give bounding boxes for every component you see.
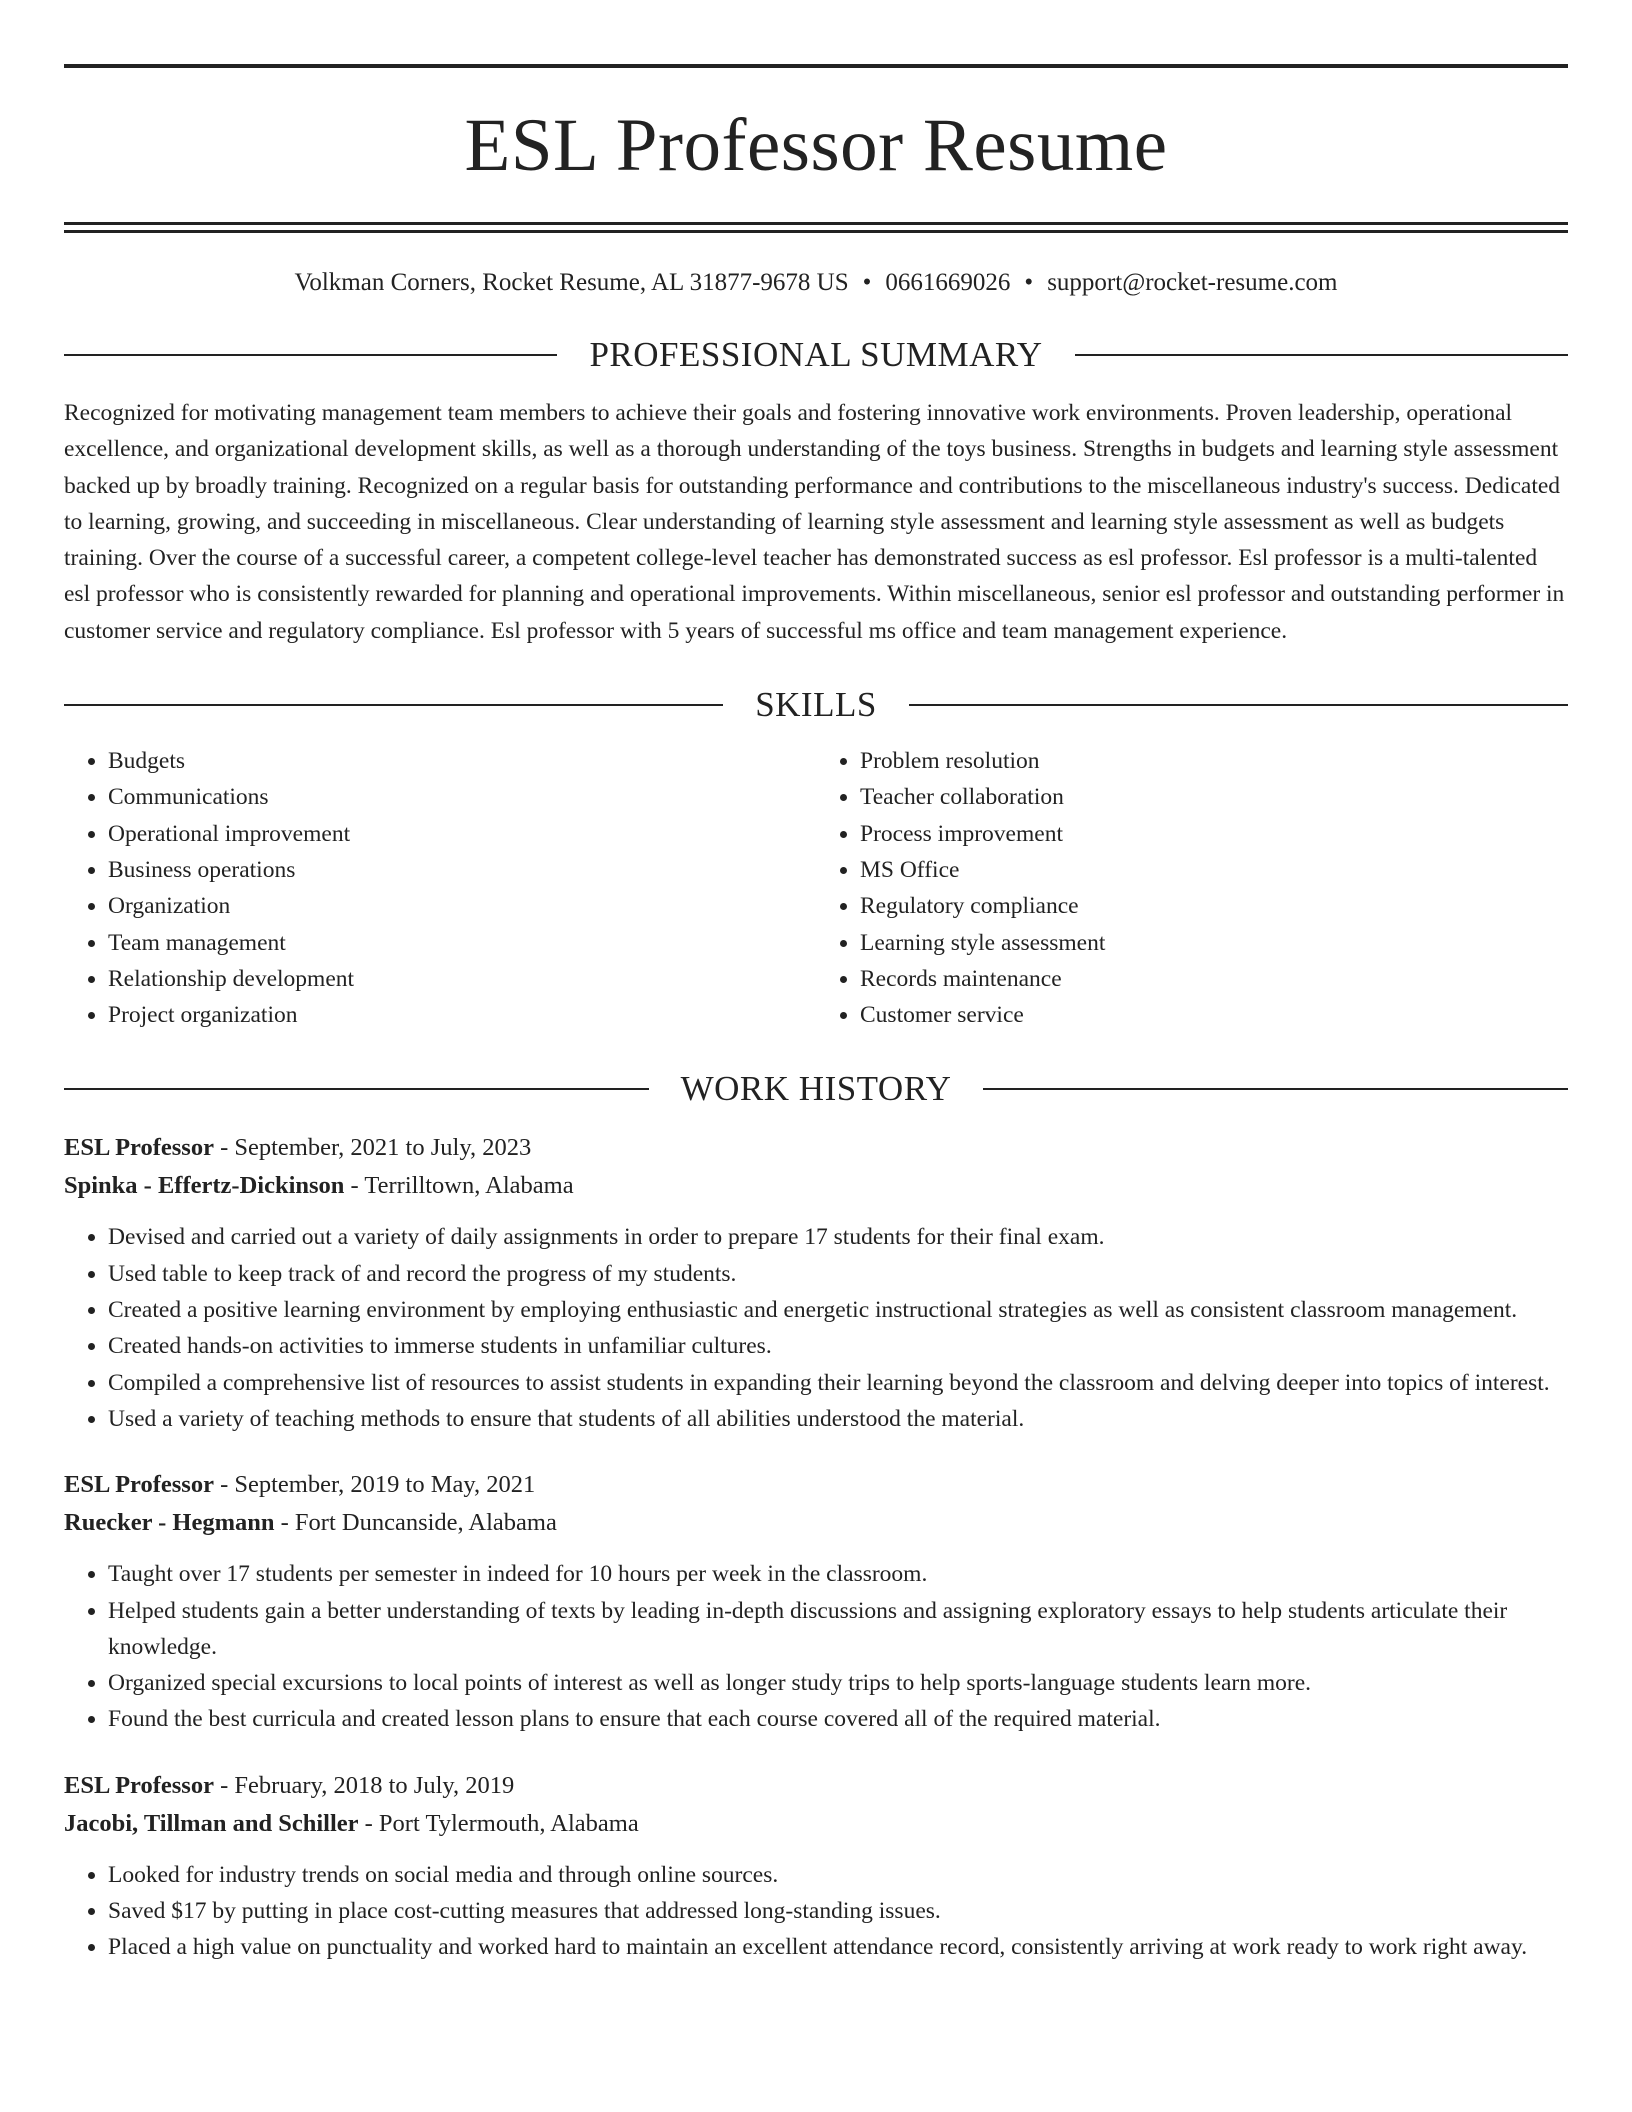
job-company-line xyxy=(64,1167,1568,1205)
section-divider xyxy=(64,704,723,706)
summary-heading: PROFESSIONAL SUMMARY xyxy=(589,335,1043,374)
skill-item: • Communications xyxy=(108,779,816,815)
duty-item: • Helped students gain a better understanding of texts by leading in-depth discussions and assigning exploratory essays to help students articulate their knowledge. xyxy=(108,1593,1568,1666)
skills-column-left xyxy=(64,743,816,1033)
job-title: ESL Professor xyxy=(64,1771,214,1799)
job-title: ESL Professor xyxy=(64,1134,214,1162)
job-location: - Fort Duncanside, Alabama xyxy=(274,1509,557,1537)
duty-item: • Created hands-on activities to immerse students in unfamiliar cultures. xyxy=(108,1328,1568,1364)
top-rule xyxy=(64,64,1568,68)
resume-page xyxy=(64,64,1568,1966)
skill-item: • Process improvement xyxy=(860,816,1568,852)
job-location: - Terrilltown, Alabama xyxy=(344,1172,574,1200)
job-dates: - February, 2018 to July, 2019 xyxy=(213,1771,515,1799)
section-divider xyxy=(64,354,557,356)
title-double-rule xyxy=(64,222,1568,233)
job-company-line xyxy=(64,1805,1568,1843)
section-divider xyxy=(1075,354,1568,356)
section-divider xyxy=(909,704,1568,706)
skill-item: • Customer service xyxy=(860,997,1568,1033)
section-divider xyxy=(64,1088,649,1090)
skill-item: • Teacher collaboration xyxy=(860,779,1568,815)
skill-item: • Project organization xyxy=(108,997,816,1033)
duty-item: • Devised and carried out a variety of daily assignments in order to prepare 17 students for their final exam. xyxy=(108,1219,1568,1255)
job-title-line xyxy=(64,1767,1568,1805)
duty-item: • Placed a high value on punctuality and worked hard to maintain an excellent attendance record, consistently arriving at work ready to work right away. xyxy=(108,1929,1568,1965)
job-title: ESL Professor xyxy=(64,1471,214,1499)
skills-section-header xyxy=(64,683,1568,727)
duty-item: • Created a positive learning environment by employing enthusiastic and energetic instructional strategies as well as consistent classroom management. xyxy=(108,1292,1568,1328)
work-section-header xyxy=(64,1067,1568,1111)
skills-list xyxy=(64,743,1568,1033)
skill-item: • Relationship development xyxy=(108,961,816,997)
skill-item: • Problem resolution xyxy=(860,743,1568,779)
summary-section-header xyxy=(64,333,1568,377)
skill-item: • Team management xyxy=(108,925,816,961)
job-dates: - September, 2019 to May, 2021 xyxy=(213,1471,536,1499)
skill-item: • Records maintenance xyxy=(860,961,1568,997)
duty-item: • Looked for industry trends on social media and through online sources. xyxy=(108,1857,1568,1893)
job-title-line xyxy=(64,1466,1568,1504)
skill-item: • MS Office xyxy=(860,852,1568,888)
skills-column-right xyxy=(816,743,1568,1033)
duty-item: • Saved $17 by putting in place cost-cutting measures that addressed long-standing issues. xyxy=(108,1893,1568,1929)
skill-item: • Business operations xyxy=(108,852,816,888)
job-company: Ruecker - Hegmann xyxy=(64,1509,275,1537)
skill-item: • Learning style assessment xyxy=(860,925,1568,961)
page-title: ESL Professor Resume xyxy=(464,104,1168,187)
duty-item: • Compiled a comprehensive list of resources to assist students in expanding their learning beyond the classroom and delving deeper into topics of interest. xyxy=(108,1365,1568,1401)
job-duties xyxy=(64,1556,1568,1737)
contact-address: Volkman Corners, Rocket Resume, AL 31877-9678 US xyxy=(294,269,849,296)
skills-heading: SKILLS xyxy=(755,685,877,725)
job-title-line xyxy=(64,1129,1568,1167)
job-entry xyxy=(64,1466,1568,1737)
job-dates: - September, 2021 to July, 2023 xyxy=(213,1134,532,1162)
job-duties xyxy=(64,1219,1568,1437)
contact-separator: • xyxy=(1024,269,1034,296)
job-company: Spinka - Effertz-Dickinson xyxy=(64,1172,345,1200)
contact-email: support@rocket-resume.com xyxy=(1047,269,1338,296)
work-heading: WORK HISTORY xyxy=(680,1069,952,1109)
job-company: Jacobi, Tillman and Schiller xyxy=(64,1809,359,1837)
summary-text: Recognized for motivating management team members to achieve their goals and fostering innovative work environments. Proven leadership, operational excellence, and organizational development skills, as well as a thorough understanding of the toys business. Strengths in budgets and learning style assessment backed up by broadly training. Recognized on a regular basis for outstanding performance and contributions to the miscellaneous industry's success. Dedicated to learning, growing, and succeeding in miscellaneous. Clear understanding of learning style assessment and learning style assessment as well as budgets training. Over the course of a successful career, a competent college-level teacher has demonstrated success as esl professor. Esl professor is a multi-talented esl professor who is consistently rewarded for planning and operational improvements. Within miscellaneous, senior esl professor and outstanding performer in customer service and regulatory compliance. Esl professor with 5 years of successful ms office and team management experience. xyxy=(64,400,1565,644)
job-company-line xyxy=(64,1504,1568,1542)
job-duties xyxy=(64,1857,1568,1966)
contact-line xyxy=(64,267,1568,299)
skill-item: • Operational improvement xyxy=(108,816,816,852)
duty-item: • Taught over 17 students per semester in indeed for 10 hours per week in the classroom. xyxy=(108,1556,1568,1592)
skill-item: • Budgets xyxy=(108,743,816,779)
duty-item: • Organized special excursions to local points of interest as well as longer study trips to help sports-language students learn more. xyxy=(108,1665,1568,1701)
contact-separator: • xyxy=(862,269,872,296)
job-entry xyxy=(64,1767,1568,1966)
section-divider xyxy=(983,1088,1568,1090)
skill-item: • Regulatory compliance xyxy=(860,888,1568,924)
contact-phone: 0661669026 xyxy=(885,269,1011,296)
job-location: - Port Tylermouth, Alabama xyxy=(358,1809,639,1837)
duty-item: • Used table to keep track of and record the progress of my students. xyxy=(108,1256,1568,1292)
skill-item: • Organization xyxy=(108,888,816,924)
job-entry xyxy=(64,1129,1568,1437)
duty-item: • Used a variety of teaching methods to ensure that students of all abilities understood the material. xyxy=(108,1401,1568,1437)
duty-item: • Found the best curricula and created lesson plans to ensure that each course covered all of the required material. xyxy=(108,1701,1568,1737)
